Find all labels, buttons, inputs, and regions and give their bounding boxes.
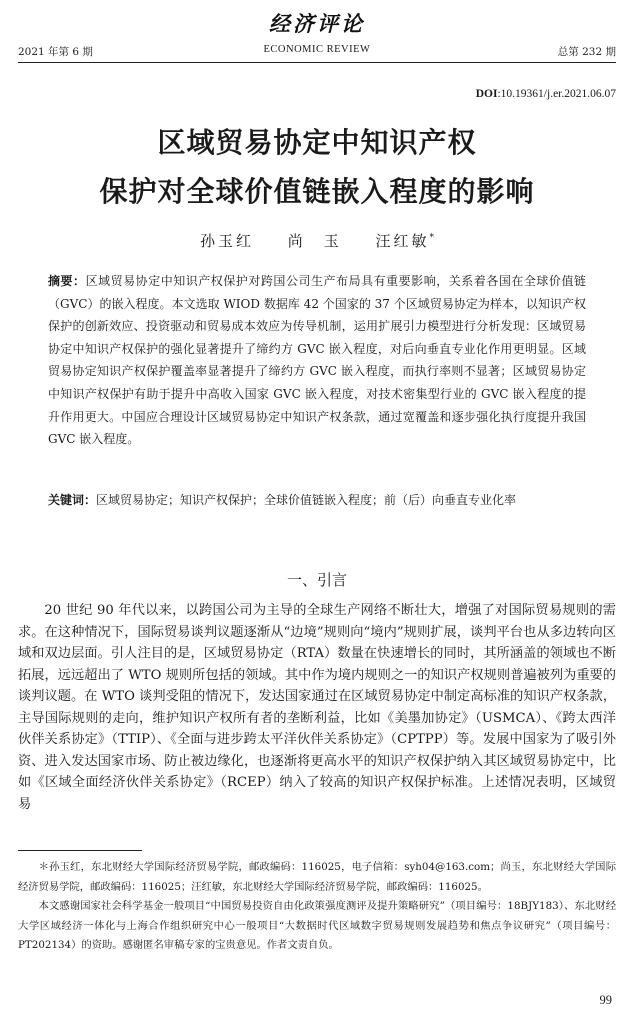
article-title-line-1: 区域贸易协定中知识产权 bbox=[157, 126, 477, 159]
body-paragraph: 20 世纪 90 年代以来，以跨国公司为主导的全球生产网络不断壮大，增强了对国际贸易规则的需求。在这种情况下，国际贸易谈判议题逐渐从“边境”规则向“境内”规则扩展，谈判平台也从多边转向区域和双边层面。引人注目的是，区域贸易协定（RTA）数量在快速增长的同时，其所涵盖的领域也不断拓展，远远超出了 WTO 规则所包括的领域。其中作为境内规则之一的知识产权规则普遍被列为重要的谈判议题。在 WTO 谈判受阻的情况下，发达国家通过在区域贸易协定中制定高标准的知识产权条款，主导国际规则的走向，维护知识产权所有者的垄断利益，比如《美墨加协定》（USMCA）、《跨太西洋伙伴关系协定》（TTIP）、《全面与进步跨太平洋伙伴关系协定》（CPTPP）等。发展中国家为了吸引外资、进入发达国家市场、防止被边缘化，也逐渐将更高水平的知识产权保护纳入其区域贸易协定中，比如《区域全面经济伙伴关系协定》（RCEP）纳入了较高的知识产权保护标准。上述情况表明，区域贸易 bbox=[18, 603, 616, 812]
keywords-text: 区域贸易协定；知识产权保护；全球价值链嵌入程度；前（后）向垂直专业化率 bbox=[96, 493, 517, 507]
footnotes bbox=[18, 858, 616, 956]
article-title-line-2: 保护对全球价值链嵌入程度的影响 bbox=[99, 175, 535, 208]
abstract bbox=[48, 270, 586, 451]
journal-logo: 经济评论 bbox=[269, 11, 365, 36]
header-divider bbox=[18, 62, 616, 63]
footnote-divider bbox=[18, 850, 142, 851]
author-name: 尚 玉 bbox=[287, 232, 342, 250]
total-issue-number: 总第 232 期 bbox=[557, 46, 616, 58]
funding-footnote: 本文感谢国家社会科学基金一般项目“中国贸易投资自由化政策强度测评及提升策略研究”（项目编号：18BJY183）、东北财经大学区域经济一体化与上海合作组织研究中心一般项目“大数据时代区域数字贸易规则发展趋势和焦点争议研究”（项目编号：PT202134）的资助。感谢匿名审稿专家的宝贵意见。作者文责自负。 bbox=[18, 900, 616, 951]
journal-english-name: ECONOMIC REVIEW bbox=[263, 44, 371, 55]
keywords-label: 关键词： bbox=[48, 493, 97, 507]
doi-value: :10.19361/j.er.2021.06.07 bbox=[497, 88, 616, 100]
running-header bbox=[18, 44, 616, 60]
doi-label: DOI bbox=[475, 88, 498, 100]
page-number: 99 bbox=[599, 993, 612, 1007]
doi bbox=[476, 88, 616, 100]
keywords bbox=[48, 489, 586, 512]
author-name-text: 汪红敏 bbox=[375, 232, 430, 250]
author-name bbox=[376, 232, 435, 250]
author-list bbox=[0, 230, 634, 251]
issue-number: 2021 年第 6 期 bbox=[18, 46, 93, 58]
author-name: 孙玉红 bbox=[199, 232, 254, 250]
author-affiliation-footnote: ＊孙玉红，东北财经大学国际经济贸易学院，邮政编码：116025，电子信箱：syh04@163.com；尚玉，东北财经大学国际经济贸易学院，邮政编码：116025；汪红敏，东北财经大学国际经济贸易学院，邮政编码：116025。 bbox=[18, 861, 616, 893]
abstract-label: 摘要： bbox=[48, 274, 86, 288]
section-heading: 一、引言 bbox=[286, 571, 347, 589]
abstract-text: 区域贸易协定中知识产权保护对跨国公司生产布局具有重要影响，关系着各国在全球价值链（GVC）的嵌入程度。本文选取 WIOD 数据库 42 个国家的 37 个区域贸易协定为样本，以知识产权保护的创新效应、投资驱动和贸易成本效应为传导机制，运用扩展引力模型进行分析发现：区域贸易协定中知识产权保护的强化显著提升了缔约方 GVC 嵌入程度，对后向垂直专业化作用更明显。区域贸易协定知识产权保护覆盖率显著提升了缔约方 GVC 嵌入程度，而执行率则不显著；区域贸易协定中知识产权保护有助于提升中高收入国家 GVC 嵌入程度，对技术密集型行业的 GVC 嵌入程度的提升作用更大。中国应合理设计区域贸易协定中知识产权条款，通过宽覆盖和逐步强化执行度提升我国 GVC 嵌入程度。 bbox=[48, 274, 586, 447]
corresponding-author-mark: * bbox=[429, 233, 435, 243]
